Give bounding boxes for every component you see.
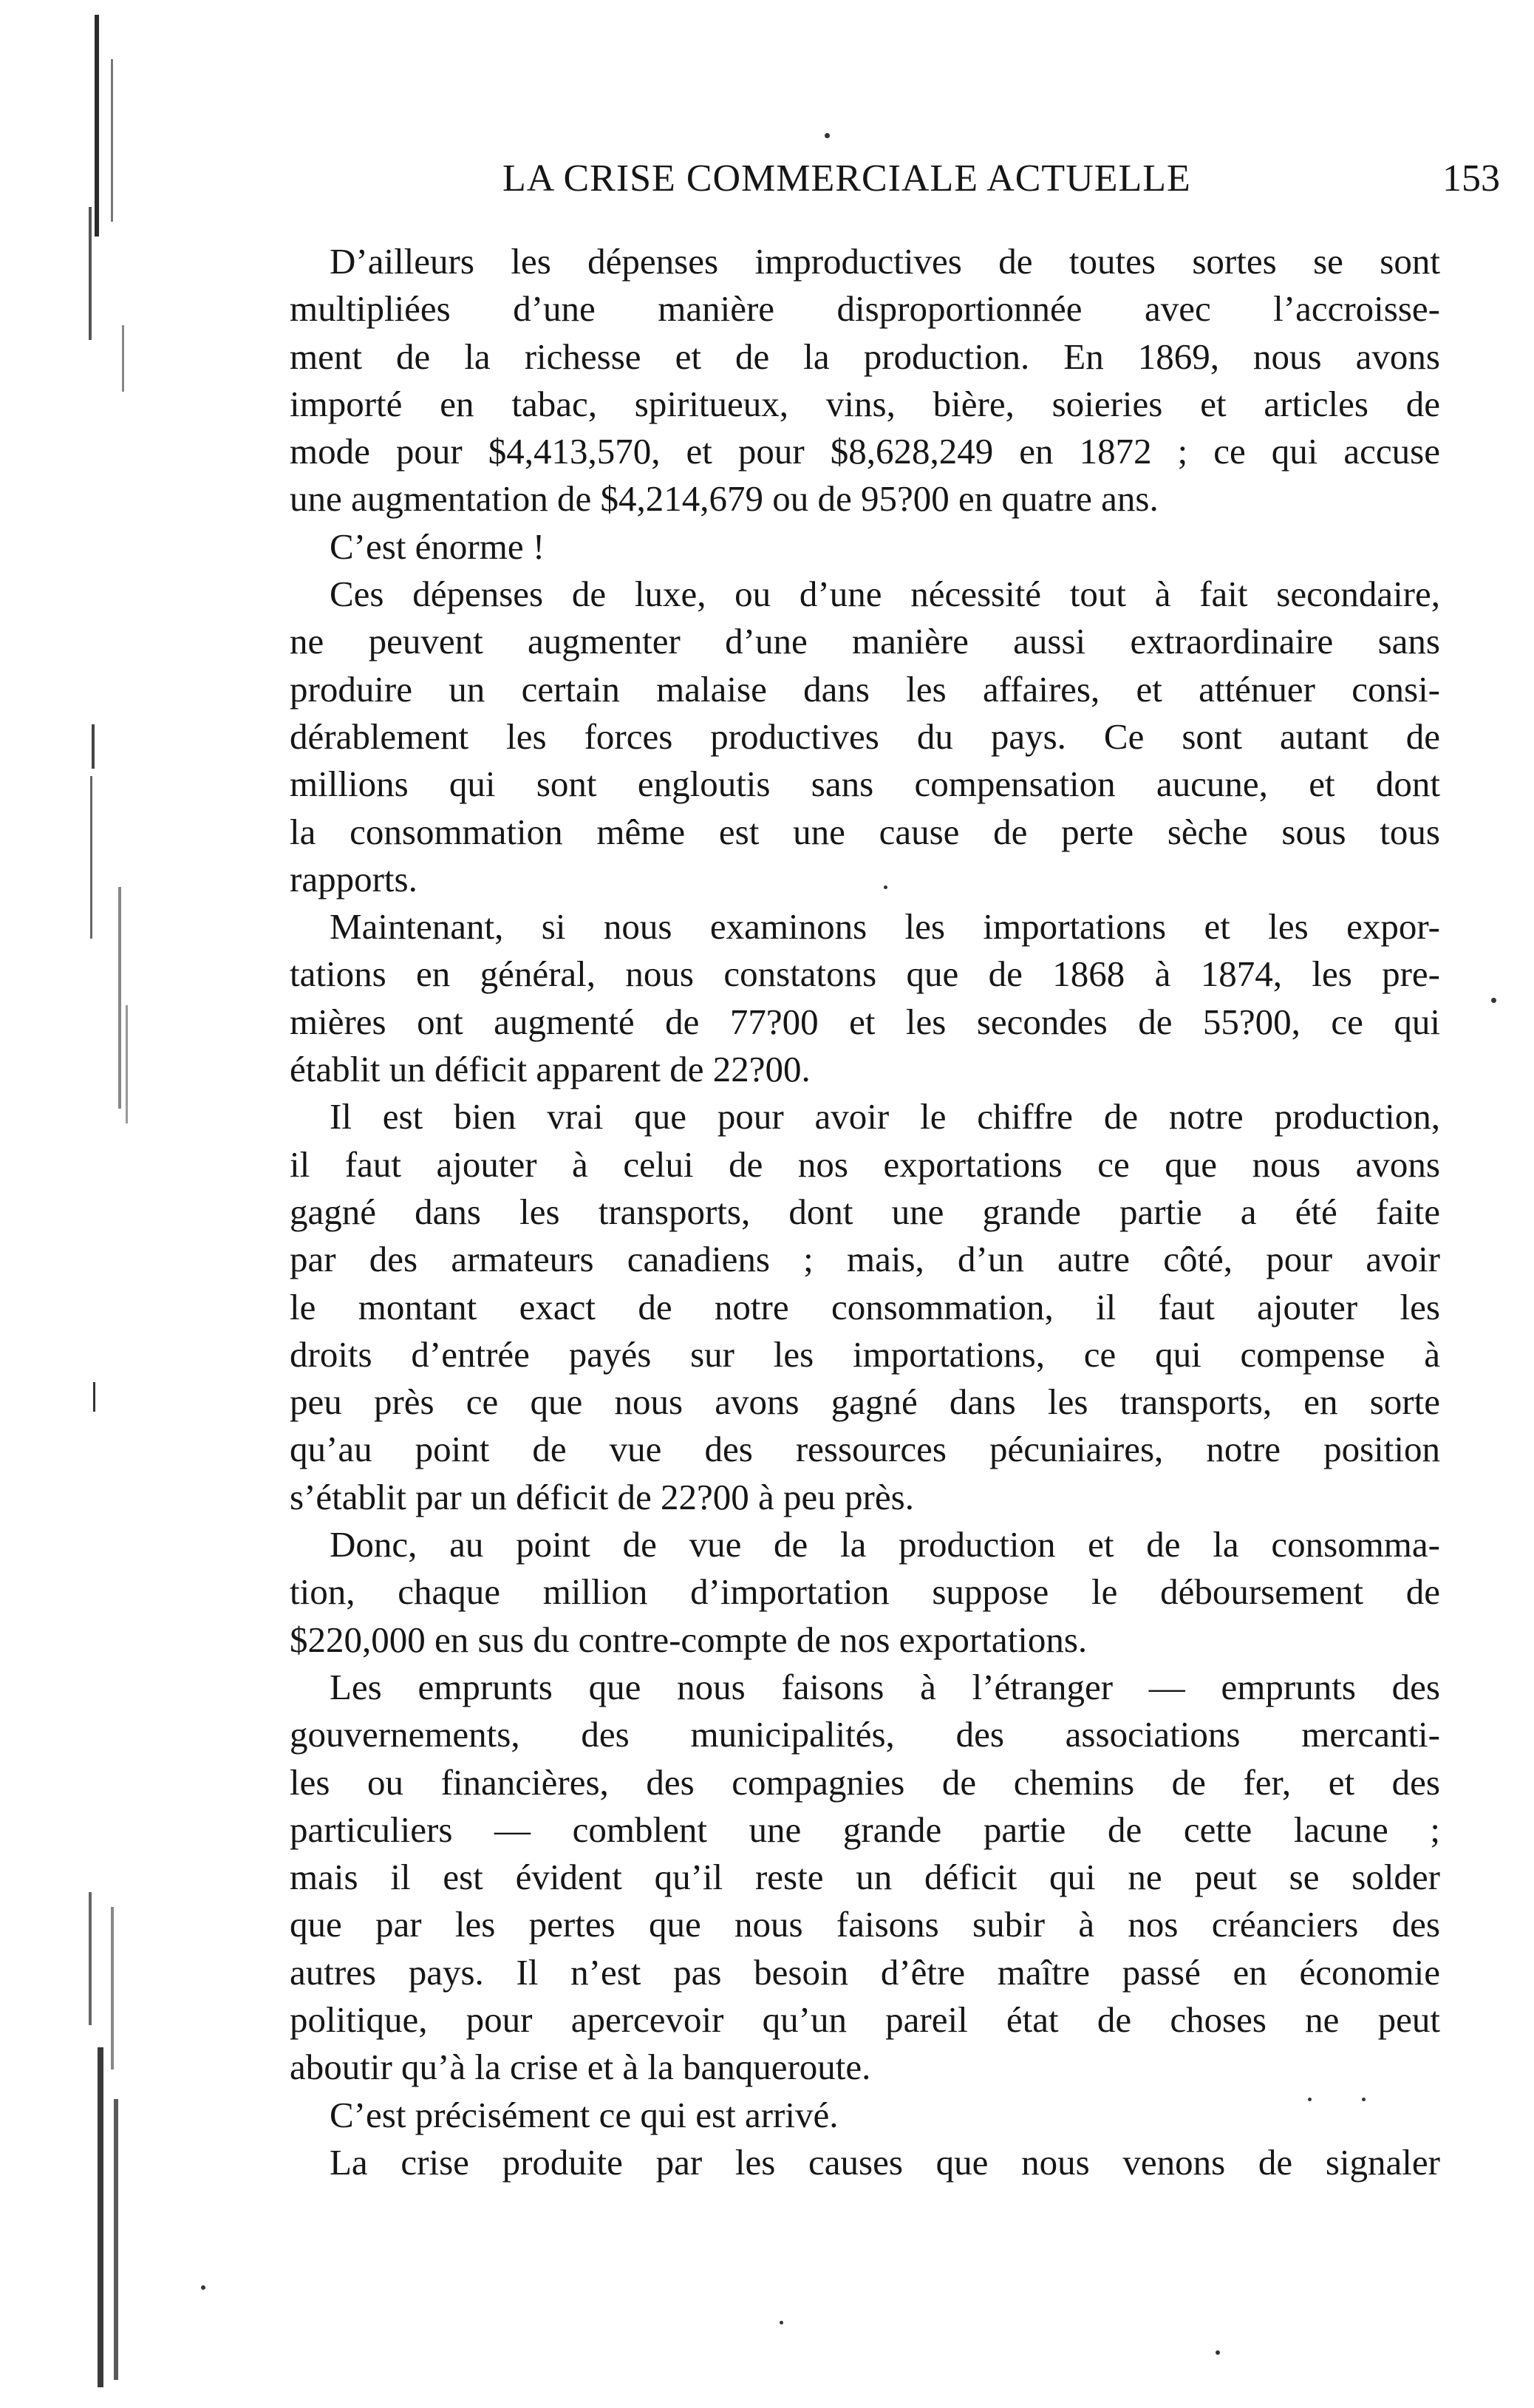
print-speck <box>1216 2350 1220 2355</box>
text-line: tations en général, nous constatons que de 1868 à 1874, les pre- <box>290 953 1440 995</box>
text-line: millions qui sont engloutis sans compensation aucune, et dont <box>290 763 1440 805</box>
text-line: une augmentation de $4,214,679 ou de 95?00 en quatre ans. <box>290 478 1159 520</box>
text-line: C’est précisément ce qui est arrivé. <box>330 2094 839 2135</box>
running-title: LA CRISE COMMERCIALE ACTUELLE <box>502 157 1191 200</box>
text-line: peu près ce que nous avons gagné dans les transports, en sorte <box>290 1381 1440 1423</box>
gutter-mark <box>93 1382 95 1412</box>
text-line: Il est bien vrai que pour avoir le chiffre de notre production, <box>330 1096 1440 1137</box>
text-line: aboutir qu’à la crise et à la banqueroute. <box>290 2047 871 2088</box>
print-speck <box>1491 998 1496 1003</box>
print-speck <box>201 2285 205 2290</box>
text-line: dérablement les forces productives du pays. Ce sont autant de <box>290 715 1440 757</box>
print-speck <box>884 885 887 889</box>
gutter-mark <box>126 1005 128 1123</box>
text-line: politique, pour apercevoir qu’un pareil état de choses ne peut <box>290 1999 1440 2040</box>
gutter-mark <box>95 15 99 237</box>
text-line: C’est énorme ! <box>330 526 545 567</box>
text-line: produire un certain malaise dans les affaires, et atténuer consi- <box>290 668 1440 710</box>
text-line: ment de la richesse et de la production. En 1869, nous avons <box>290 336 1440 377</box>
text-line: que par les pertes que nous faisons subir à nos créanciers des <box>290 1904 1440 1945</box>
text-line: les ou financières, des compagnies de chemins de fer, et des <box>290 1761 1440 1803</box>
gutter-mark <box>111 1907 114 2069</box>
text-line: le montant exact de notre consommation, il faut ajouter les <box>290 1286 1440 1327</box>
print-speck <box>780 2321 783 2324</box>
page-number: 153 <box>1442 157 1500 200</box>
gutter-mark <box>89 207 92 340</box>
text-line: mières ont augmenté de 77?00 et les secondes de 55?00, ce qui <box>290 1001 1440 1042</box>
text-line: Donc, au point de vue de la production et de la consomma- <box>330 1524 1440 1565</box>
text-line: il faut ajouter à celui de nos exportations ce que nous avons <box>290 1143 1440 1185</box>
text-line: mode pour $4,413,570, et pour $8,628,249 en 1872 ; ce qui accuse <box>290 431 1440 472</box>
print-speck <box>825 133 830 138</box>
text-line: gagné dans les transports, dont une grande partie a été faite <box>290 1191 1440 1232</box>
text-line: droits d’entrée payés sur les importations, ce qui compense à <box>290 1333 1440 1375</box>
text-line: Ces dépenses de luxe, ou d’une nécessité tout à fait secondaire, <box>330 574 1440 615</box>
binding-gutter <box>81 15 148 2402</box>
gutter-mark <box>98 2047 103 2387</box>
gutter-mark <box>118 887 121 1109</box>
text-line: s’établit par un déficit de 22?00 à peu près. <box>290 1476 914 1517</box>
gutter-mark <box>92 724 95 769</box>
text-line: rapports. <box>290 858 417 899</box>
text-line: ne peuvent augmenter d’une manière aussi extraordinaire sans <box>290 621 1440 662</box>
text-line: Maintenant, si nous examinons les importations et les expor- <box>330 906 1440 948</box>
gutter-mark <box>114 2099 118 2380</box>
page-header <box>288 157 1507 208</box>
text-line: multipliées d’une manière disproportionnée avec l’accroisse- <box>290 288 1440 330</box>
text-line: $220,000 en sus du contre-compte de nos exportations. <box>290 1619 1088 1660</box>
text-line: la consommation même est une cause de perte sèche sous tous <box>290 811 1440 852</box>
text-line: gouvernements, des municipalités, des associations mercanti- <box>290 1714 1440 1755</box>
text-line: particuliers — comblent une grande partie de cette lacune ; <box>290 1809 1440 1850</box>
text-line: D’ailleurs les dépenses improductives de toutes sortes se sont <box>330 241 1440 282</box>
gutter-mark <box>89 1892 92 2025</box>
gutter-mark <box>122 325 124 392</box>
gutter-mark <box>90 776 92 939</box>
text-line: Les emprunts que nous faisons à l’étranger — emprunts des <box>330 1666 1440 1707</box>
text-line: qu’au point de vue des ressources pécuniaires, notre position <box>290 1429 1440 1470</box>
print-speck <box>1362 2098 1366 2101</box>
print-speck <box>1308 2098 1312 2101</box>
body-text <box>290 238 1440 2352</box>
gutter-mark <box>111 59 113 222</box>
text-line: autres pays. Il n’est pas besoin d’être maître passé en économie <box>290 1951 1440 1993</box>
text-line: importé en tabac, spiritueux, vins, bière, soieries et articles de <box>290 383 1440 424</box>
text-line: par des armateurs canadiens ; mais, d’un autre côté, pour avoir <box>290 1239 1440 1280</box>
text-line: mais il est évident qu’il reste un déficit qui ne peut se solder <box>290 1857 1440 1898</box>
text-line: La crise produite par les causes que nous venons de signaler <box>330 2141 1440 2183</box>
text-line: tion, chaque million d’importation suppose le déboursement de <box>290 1571 1440 1613</box>
text-line: établit un déficit apparent de 22?00. <box>290 1049 811 1090</box>
